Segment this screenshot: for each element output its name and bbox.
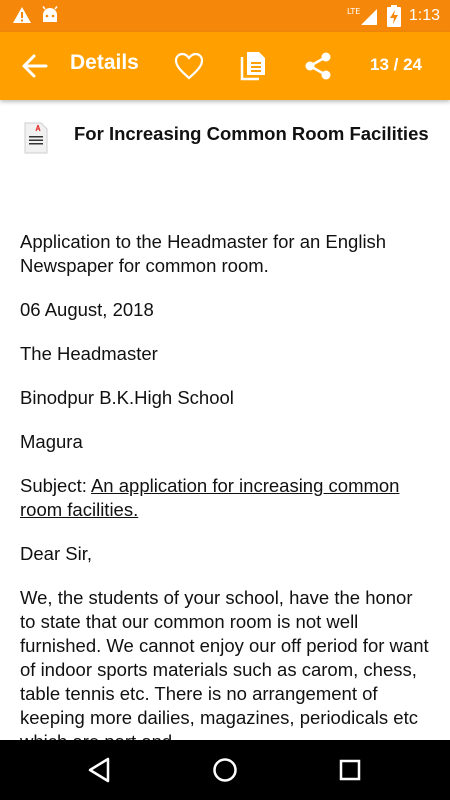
nav-home-icon[interactable]: [211, 756, 239, 784]
letter-subject: [20, 474, 432, 522]
page-counter: 13 / 24: [370, 55, 422, 74]
nav-back-icon[interactable]: [86, 756, 114, 784]
letter-body: [20, 230, 432, 774]
nav-recents-icon[interactable]: [336, 756, 364, 784]
heart-icon[interactable]: [173, 50, 205, 82]
letter-salutation: Dear Sir,: [20, 543, 92, 564]
network-label: LTE: [346, 7, 361, 16]
document-content[interactable]: [0, 100, 450, 740]
document-icon: [24, 122, 48, 154]
document-title: For Increasing Common Room Facilities: [74, 123, 429, 144]
android-icon: [40, 6, 60, 24]
page-title: Details: [70, 51, 139, 74]
subject-label: Subject:: [20, 475, 91, 496]
letter-date: 06 August, 2018: [20, 299, 154, 320]
letter-school: Binodpur B.K.High School: [20, 387, 234, 408]
navigation-bar: [0, 740, 450, 800]
letter-paragraph: We, the students of your school, have the honor to state that our common room is not well furnished. We cannot enjoy our off period for want of indoor sports materials such as carom, chess, table tennis etc. There is no arrangement of keeping more dailies, magazines, periodicals etc: [20, 587, 429, 728]
lte-signal-icon: [347, 6, 379, 26]
copy-document-icon[interactable]: [238, 50, 270, 82]
app-bar: [0, 32, 450, 100]
status-time: 1:13: [408, 7, 440, 24]
status-bar: [0, 0, 450, 32]
status-right: [347, 0, 440, 32]
battery-charging-icon: [387, 5, 401, 27]
subject-text: An application for increasing common room facilities.: [20, 475, 400, 520]
share-icon[interactable]: [302, 50, 334, 82]
warning-icon: [12, 6, 32, 24]
letter-recipient: The Headmaster: [20, 343, 158, 364]
letter-opening: Application to the Headmaster for an English Newspaper for common room.: [20, 231, 387, 276]
letter-place: Magura: [20, 431, 83, 452]
back-arrow-icon[interactable]: [20, 52, 50, 80]
